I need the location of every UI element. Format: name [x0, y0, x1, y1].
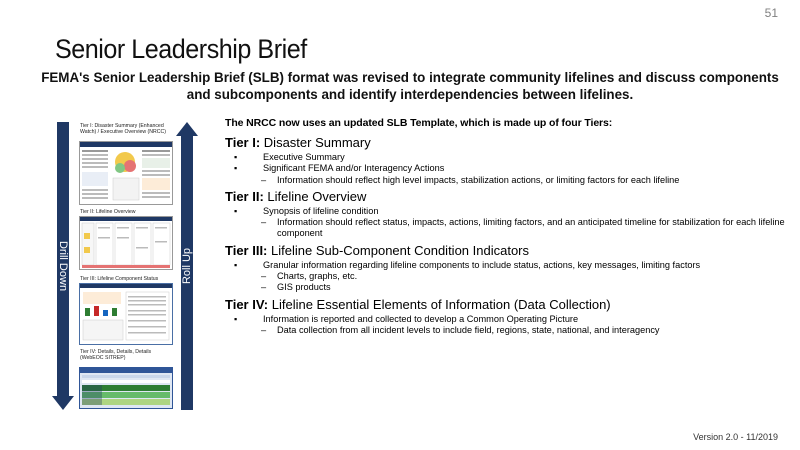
roll-up-label: Roll Up	[181, 247, 193, 285]
tier-4-thumbnail-image	[80, 368, 172, 408]
bullet-text: Executive Summary	[263, 152, 345, 162]
tier-bullet-list	[225, 152, 785, 186]
tier-label: Tier II:	[225, 188, 264, 204]
sub-bullet-item: – Charts, graphs, etc.	[261, 271, 785, 282]
intro-text: The NRCC now uses an updated SLB Template, which is made up of four Tiers:	[225, 117, 613, 129]
tier-1-thumbnail	[79, 141, 173, 205]
tier-1-thumbnail-image	[80, 142, 172, 204]
bullet-text: Synopsis of lifeline condition	[263, 205, 379, 216]
tier-list	[225, 135, 785, 336]
tier-bullet-list	[225, 314, 785, 337]
sub-bullet-list	[225, 325, 785, 336]
page-title: Senior Leadership Brief	[55, 34, 307, 64]
sub-bullet-list	[225, 175, 785, 186]
down-arrow-icon	[52, 396, 74, 410]
tier-2-thumb-label: Tier II: Lifeline Overview	[80, 209, 136, 215]
tier-label: Tier IV:	[225, 296, 269, 312]
sub-bullet-list	[225, 271, 785, 294]
tier-3-thumbnail	[79, 283, 173, 345]
slide-number: 51	[764, 6, 778, 20]
sub-bullet-item: – GIS products	[261, 282, 785, 293]
bullet-text: Information is reported and collected to develop a Common Operating Picture	[263, 313, 579, 324]
tier-heading	[225, 243, 785, 258]
drill-down-label: Drill Down	[57, 240, 69, 292]
page-subtitle: FEMA's Senior Leadership Brief (SLB) format was revised to integrate community lifelines and discuss components and subcomponents and identify interdependencies between lifelines.	[41, 70, 779, 102]
tier-4-thumb-label: Tier IV: Details, Details, Details (WebEOC SITREP)	[80, 349, 152, 361]
sub-bullet-item: – Information should reflect high level impacts, stabilization actions, or limiting factors for each lifeline	[261, 175, 785, 186]
bullet-item	[234, 260, 785, 271]
tier-label: Tier III:	[225, 242, 268, 258]
tier-heading	[225, 189, 785, 204]
tier-name: Lifeline Essential Elements of Information (Data Collection)	[271, 296, 611, 312]
bullet-text: Granular information regarding lifeline components to include status, actions, key messages, limiting factors	[263, 259, 701, 270]
bullet-item	[234, 314, 785, 325]
tier-1-thumb-label: Tier I: Disaster Summary (Enhanced Watch) / Executive Overview (NRCC)	[80, 123, 166, 135]
version-label: Version 2.0 - 11/2019	[693, 432, 778, 442]
tier-name: Lifeline Overview	[267, 188, 367, 204]
bullet-item	[234, 206, 785, 217]
sub-bullet-item: – Information should reflect status, impacts, actions, limiting factors, and an anticipated timeline for stabilization for each lifeline component	[261, 217, 785, 240]
roll-up-arrow	[176, 122, 198, 410]
tier-name: Disaster Summary	[263, 135, 371, 150]
tier-heading	[225, 297, 785, 312]
tier-3-thumbnail-image	[80, 284, 172, 344]
drill-down-arrow	[52, 122, 74, 410]
tier-4-thumbnail	[79, 367, 173, 409]
tier-name: Lifeline Sub-Component Condition Indicators	[271, 242, 530, 258]
tier-bullet-list	[225, 260, 785, 294]
tier-heading	[225, 135, 785, 150]
bullet-item	[234, 163, 785, 174]
bullet-item	[234, 152, 785, 163]
bullet-text: Significant FEMA and/or Interagency Actions	[263, 163, 445, 174]
tier-bullet-list	[225, 206, 785, 240]
slide-content	[225, 117, 785, 336]
sub-bullet-item: – Data collection from all incident levels to include field, regions, state, national, and interagency	[261, 325, 785, 336]
tier-label: Tier I:	[225, 135, 261, 150]
tier-3-thumb-label: Tier III: Lifeline Component Status	[80, 276, 159, 282]
tier-2-thumbnail	[79, 216, 173, 270]
tier-2-thumbnail-image	[80, 217, 172, 269]
sub-bullet-list	[225, 217, 785, 240]
